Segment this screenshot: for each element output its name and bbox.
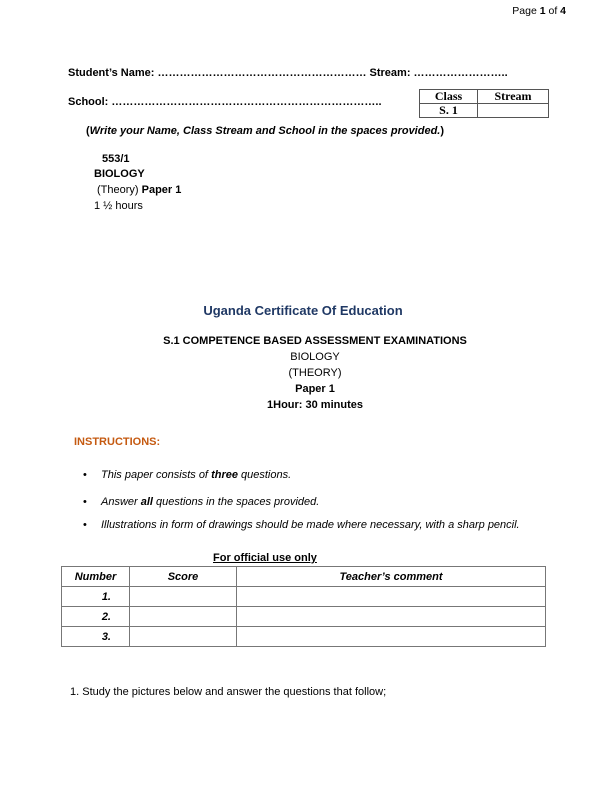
class-stream-table — [419, 89, 549, 118]
stream-value[interactable] — [478, 104, 549, 118]
page-total: 4 — [560, 5, 566, 17]
instruction-emphasis: all — [140, 496, 153, 508]
page-of: of — [545, 5, 561, 17]
exam-duration: 1Hour: 30 minutes — [267, 399, 363, 411]
row-comment[interactable] — [237, 607, 546, 627]
row-number: 3. — [62, 627, 130, 647]
instruction-text: questions. — [237, 469, 292, 481]
row-comment[interactable] — [237, 587, 546, 607]
instructions-heading: INSTRUCTIONS: — [74, 436, 161, 448]
exam-subject: BIOLOGY — [290, 351, 340, 363]
table-row — [62, 607, 546, 627]
page-current: 1 — [539, 5, 546, 17]
exam-paper: Paper 1 — [295, 383, 335, 395]
write-instruction-text: Write your Name, Class Stream and School in the spaces provided. — [89, 125, 441, 137]
official-use-table — [61, 566, 546, 647]
table-row — [62, 627, 546, 647]
paper-subject: BIOLOGY — [94, 168, 145, 180]
instruction-text: questions in the spaces provided. — [152, 496, 320, 508]
bullet-icon: • — [83, 519, 87, 531]
instruction-item — [101, 469, 291, 481]
paren-open: ( — [86, 125, 90, 137]
row-score[interactable] — [130, 627, 237, 647]
class-value: S. 1 — [420, 104, 478, 118]
row-comment[interactable] — [237, 627, 546, 647]
paren-close: ) — [440, 125, 445, 137]
paper-code: 553/1 — [102, 153, 130, 165]
paper-number: Paper 1 — [141, 184, 182, 196]
stream-field[interactable]: Stream: …………………….. — [369, 67, 508, 79]
official-use-caption: For official use only — [213, 552, 317, 564]
instruction-emphasis: three — [211, 469, 238, 481]
header-teacher-comment: Teacher’s comment — [237, 567, 546, 587]
school-field[interactable]: School: ……………………………………………………………….. — [68, 96, 382, 108]
question-1-prompt: 1. Study the pictures below and answer the questions that follow; — [70, 686, 387, 698]
class-header: Class — [420, 90, 478, 104]
student-name-line — [68, 67, 508, 79]
instruction-text: Answer — [101, 496, 141, 508]
page-prefix: Page — [512, 5, 540, 17]
instruction-item — [101, 519, 520, 531]
table-row — [62, 587, 546, 607]
student-name-label: Student’s Name — [68, 67, 151, 79]
stream-header: Stream — [478, 90, 549, 104]
row-number: 2. — [62, 607, 130, 627]
header-score: Score — [130, 567, 237, 587]
paper-duration: 1 ½ hours — [94, 200, 143, 212]
exam-name: S.1 COMPETENCE BASED ASSESSMENT EXAMINATIONS — [163, 335, 467, 347]
instruction-item — [101, 496, 319, 508]
paper-type-prefix: (Theory) — [97, 184, 142, 196]
exam-title: Uganda Certificate Of Education — [203, 303, 403, 318]
row-number: 1. — [62, 587, 130, 607]
bullet-icon: • — [83, 469, 87, 481]
write-instruction — [86, 125, 444, 137]
row-score[interactable] — [130, 607, 237, 627]
paper-type — [97, 184, 181, 196]
bullet-icon: • — [83, 496, 87, 508]
row-score[interactable] — [130, 587, 237, 607]
exam-type: (THEORY) — [288, 367, 342, 379]
page-indicator — [512, 5, 566, 17]
instruction-text: This paper consists of — [101, 469, 212, 481]
student-name-field[interactable]: : ………………………………………………… — [150, 67, 370, 79]
instruction-text: Illustrations in form of drawings should be made where necessary, with a sharp pencil. — [101, 519, 520, 531]
header-number: Number — [62, 567, 130, 587]
table-header-row — [62, 567, 546, 587]
